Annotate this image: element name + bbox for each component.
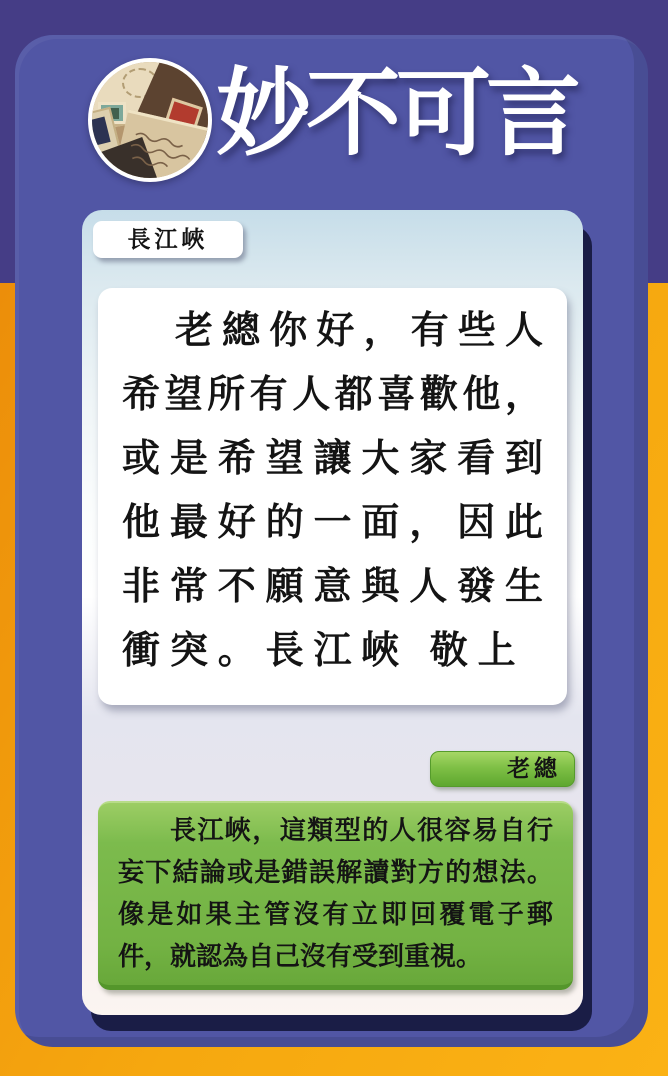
question-sender-label: 長江峽	[127, 226, 209, 252]
answer-bubble	[98, 801, 573, 990]
answer-sender-label: 老總	[507, 755, 561, 781]
question-text-line: 他最好的一面，因此	[122, 502, 543, 544]
answer-text: 長江峽，這類型的人很容易自行妄下結論或是錯誤解讀對方的想法。像是如果主管沒有立即回覆電子郵件，就認為自己沒有受到重視。	[118, 815, 553, 971]
question-bubble	[98, 288, 567, 705]
question-text-line: 衝突。長江峽 敬上	[122, 630, 526, 672]
answer-sender-badge	[430, 751, 575, 787]
letters-photo	[88, 58, 212, 182]
page-title: 妙不可言	[215, 61, 576, 167]
question-text-line: 非常不願意與人發生	[122, 566, 543, 608]
question-text-line: 希望所有人都喜歡他，	[122, 374, 543, 416]
handwriting-strokes	[126, 132, 206, 178]
question-sender-badge	[93, 221, 243, 258]
question-text-line: 老總你好，有些人	[175, 310, 543, 352]
question-text-line: 或是希望讓大家看到	[122, 438, 543, 480]
